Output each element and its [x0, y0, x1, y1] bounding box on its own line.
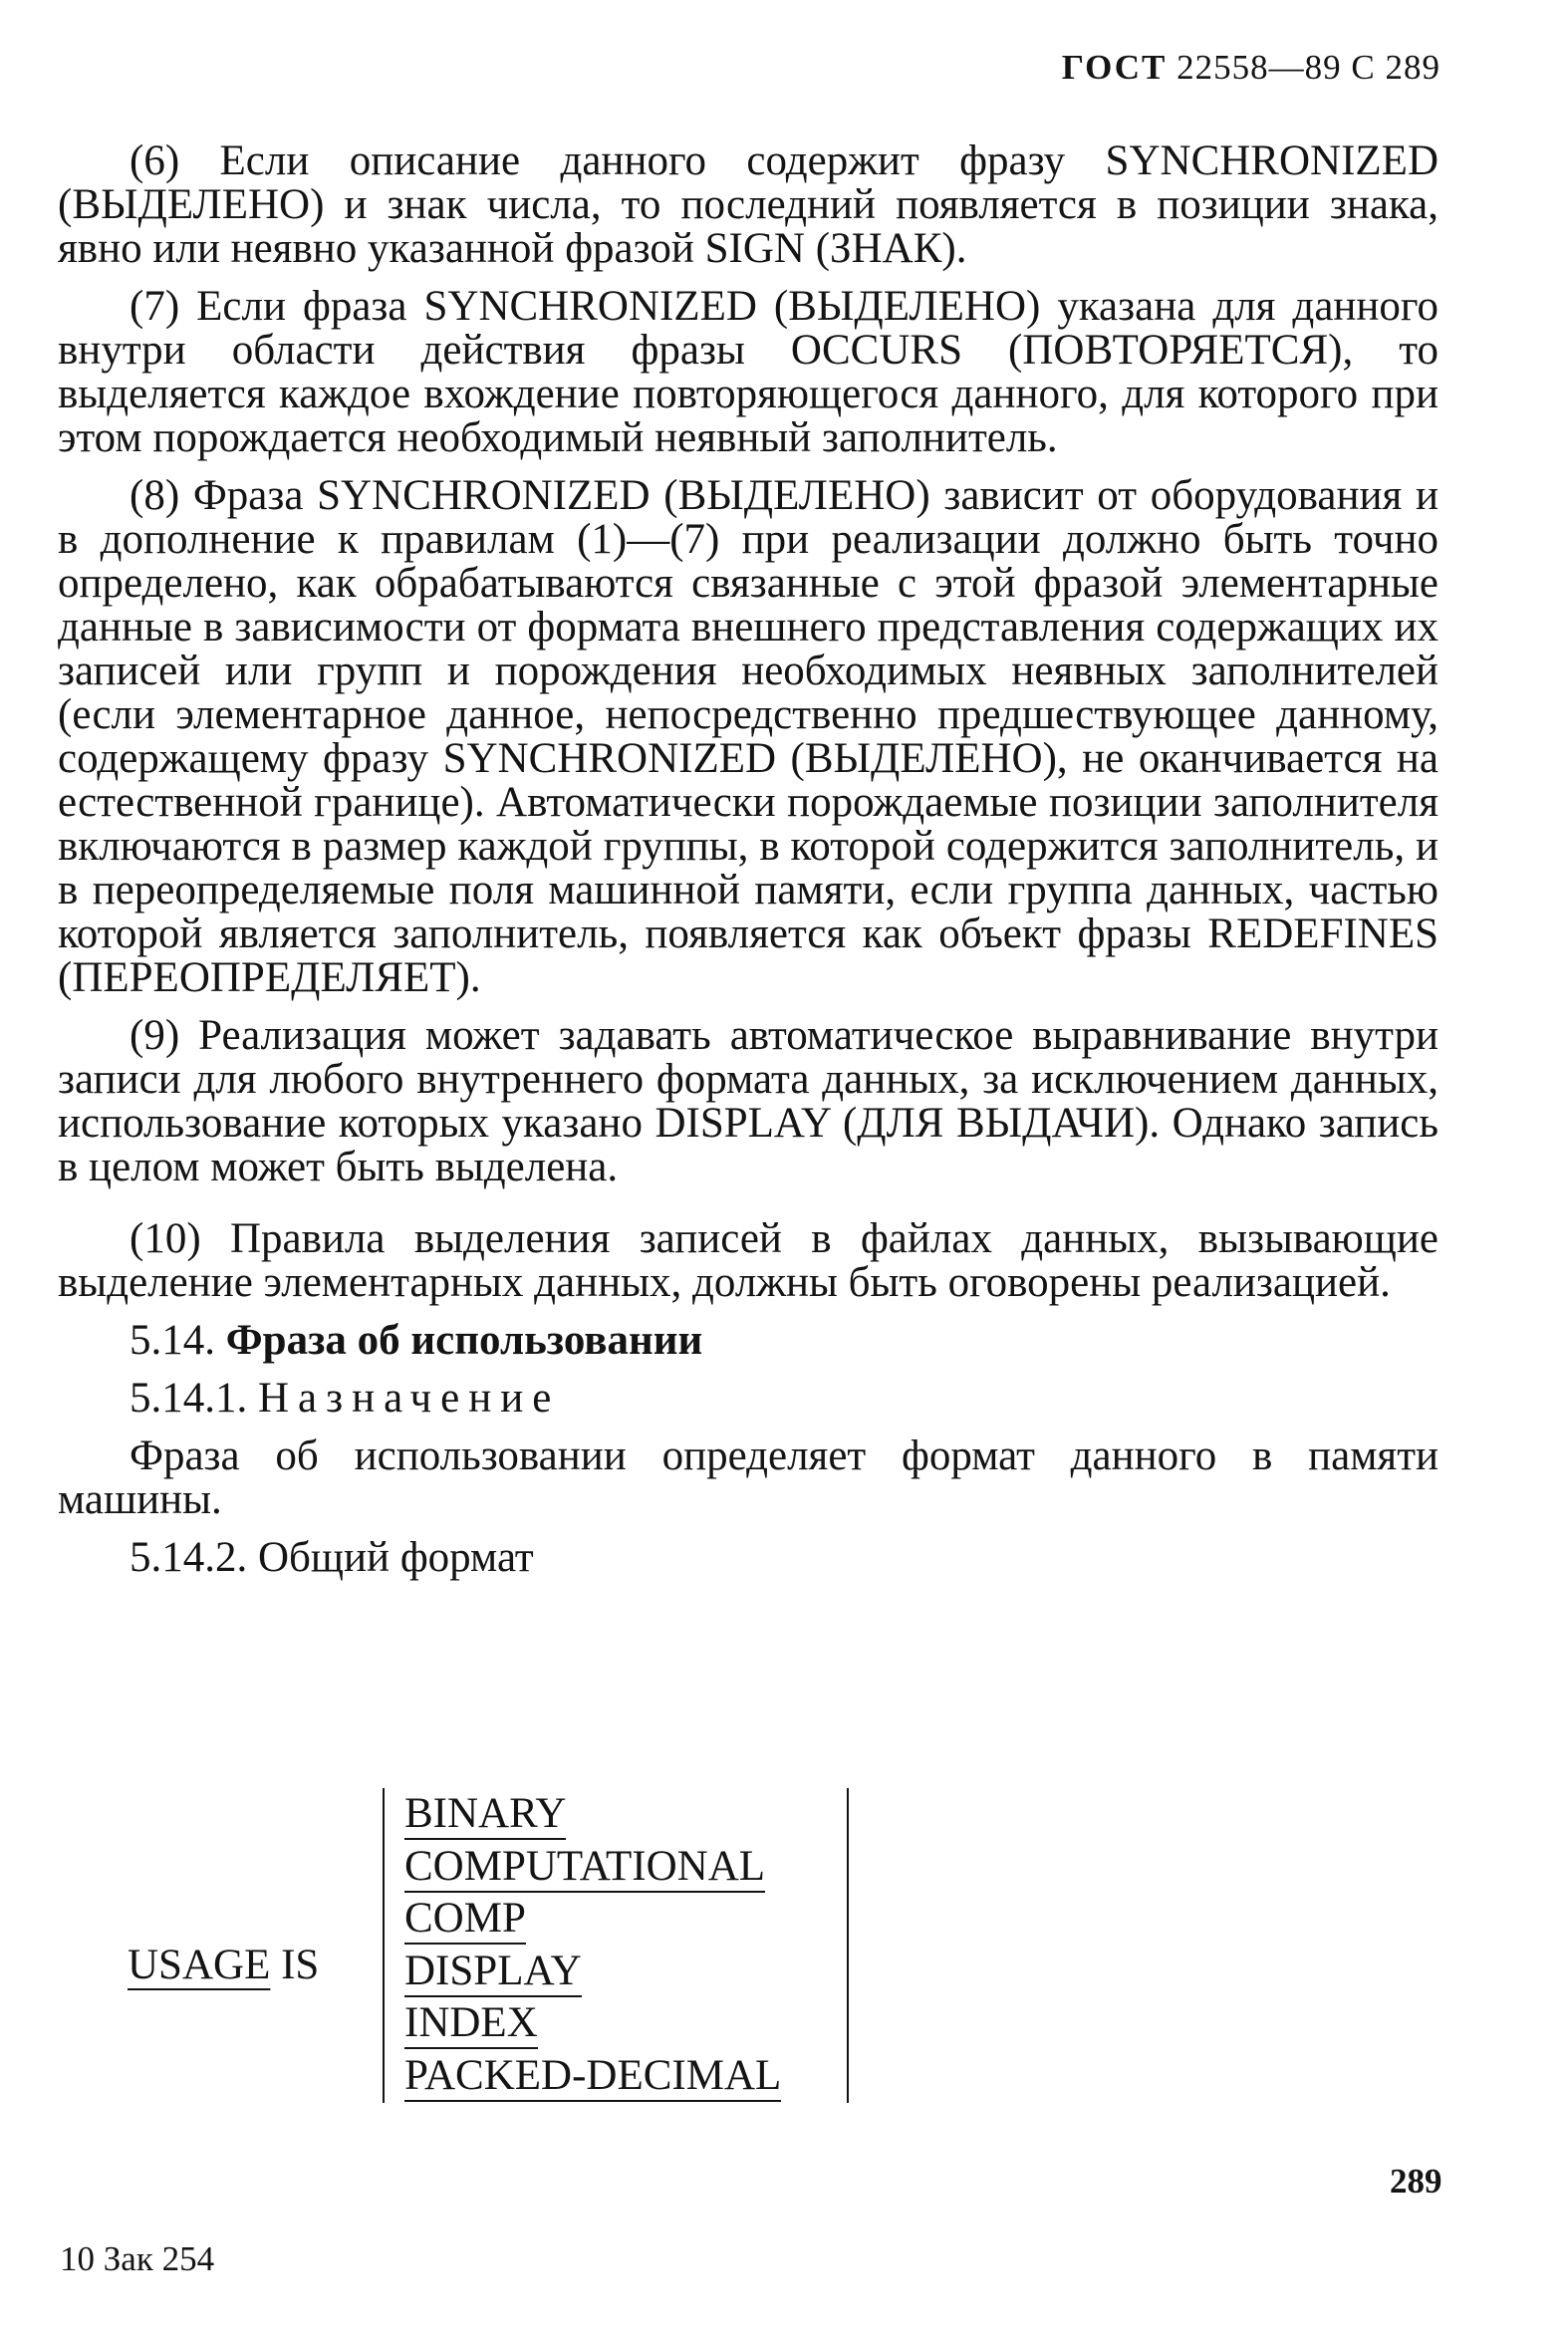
section-title: Фраза об использовании — [225, 1317, 703, 1364]
subsection-purpose-heading — [130, 1377, 1438, 1421]
usage-option — [385, 1841, 847, 1894]
section-heading — [130, 1319, 1438, 1363]
usage-option — [385, 1997, 847, 2050]
body-text — [58, 139, 1438, 1594]
usage-option-label: PACKED-DECIMAL — [404, 2052, 781, 2102]
subsection-purpose-title: Назначение — [258, 1375, 561, 1422]
usage-option — [385, 1788, 847, 1841]
header-standard-number: 22558—89 — [1176, 48, 1342, 87]
usage-clause — [128, 1944, 319, 1987]
header-page-ref: С 289 — [1351, 48, 1440, 87]
print-order-reference: 10 Зак 254 — [60, 2239, 215, 2278]
header-standard-label: ГОСТ — [1061, 48, 1168, 87]
section-number: 5.14. — [130, 1317, 215, 1364]
usage-keyword: USAGE — [128, 1942, 271, 1988]
usage-option-label: COMP — [404, 1895, 526, 1945]
usage-option — [385, 1946, 847, 1998]
usage-options-brace — [383, 1788, 849, 2103]
paragraph-6: (6) Если описание данного содержит фразу SYNCHRONIZED (ВЫДЕЛЕНО) и знак числа, то последний появляется в позиции знака, явно или неявно указанной фразой SIGN (ЗНАК). — [58, 137, 1438, 272]
page-number: 289 — [1390, 2162, 1442, 2201]
paragraph-10: (10) Правила выделения записей в файлах данных, вызывающие выделение элементарных данных, должны быть оговорены реализацией. — [58, 1215, 1438, 1306]
usage-option-label: INDEX — [404, 1999, 538, 2049]
usage-option-label: DISPLAY — [404, 1948, 582, 1997]
usage-option — [385, 1893, 847, 1946]
usage-option-label: BINARY — [404, 1790, 566, 1840]
usage-option-label: COMPUTATIONAL — [404, 1843, 765, 1893]
usage-is-word: IS — [281, 1942, 320, 1988]
paragraph-8: (8) Фраза SYNCHRONIZED (ВЫДЕЛЕНО) зависит от оборудования и в дополнение к правилам (1)—(7) при реализации должно быть точно определено, как обрабатываются связанные с этой фразой элементарные данные в зависимости от формата внешнего представления содержащих их записей или групп и порождения необходимых неявных заполнителей (если элементарное данное, непосредственно предшествующее данному, содержащему фразу SYNCHRONIZED (ВЫДЕЛЕНО), не оканчивается на естественной границе). Автоматически порождаемые позиции заполнителя включаются в размер каждой группы, в которой содержится заполнитель, и в переопределяемые поля машинной памяти, если группа данных, частью которой является заполнитель, появляется как объект фразы REDEFINES (ПЕРЕОПРЕДЕЛЯЕТ). — [58, 472, 1438, 1001]
paragraph-9: (9) Реализация может задавать автоматическое выравнивание внутри записи для любого внутреннего формата данных, за исключением данных, использование которых указано DISPLAY (ДЛЯ ВЫДАЧИ). Однако запись в целом может быть выделена. — [58, 1012, 1438, 1190]
subsection-purpose-number: 5.14.1. — [130, 1375, 248, 1422]
subsection-format-heading: 5.14.2. Общий формат — [130, 1534, 534, 1581]
running-header — [1062, 48, 1440, 88]
usage-option — [385, 2050, 847, 2103]
purpose-paragraph: Фраза об использовании определяет формат данного в памяти машины. — [58, 1432, 1438, 1523]
paragraph-7: (7) Если фраза SYNCHRONIZED (ВЫДЕЛЕНО) указана для данного внутри области действия фразы OCCURS (ПОВТОРЯЕТСЯ), то выделяется каждое вхождение повторяющегося данного, для которого при этом порождается необходимый неявный заполнитель. — [58, 283, 1438, 461]
